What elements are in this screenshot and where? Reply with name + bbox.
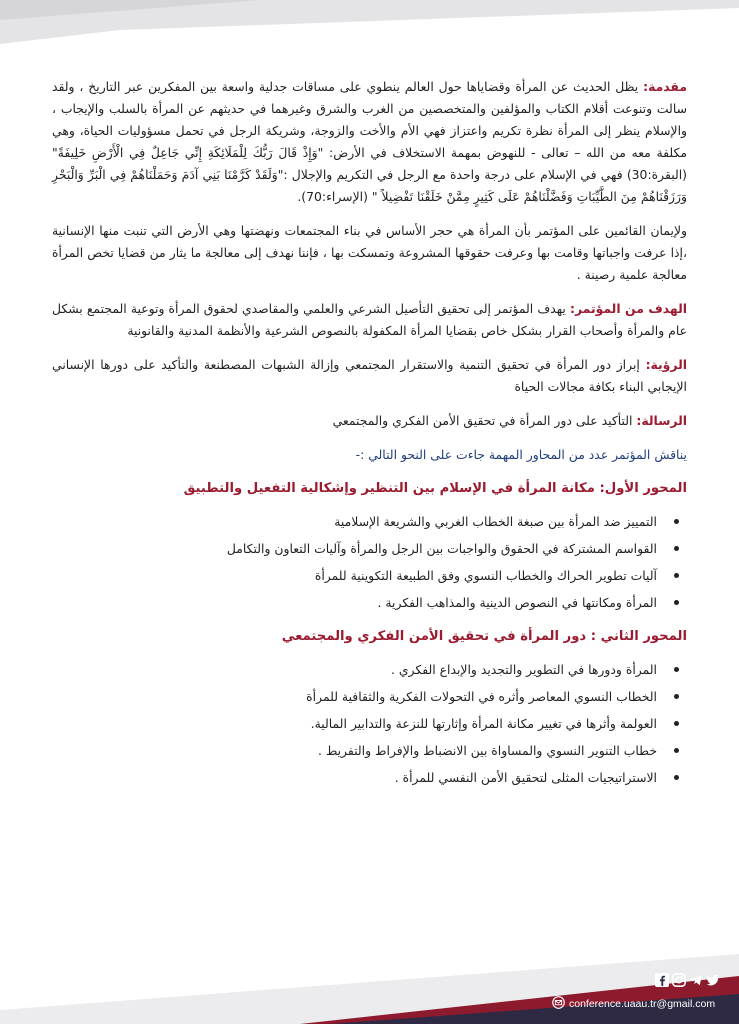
list-item: الاستراتيجيات المثلى لتحقيق الأمن النفسي للمرأة .	[52, 764, 657, 791]
axis2-list	[52, 656, 687, 791]
list-item: المرأة ودورها في التطوير والتجديد والإبداع الفكري .	[52, 656, 657, 683]
goal-paragraph	[52, 298, 687, 342]
list-item: آليات تطوير الحراك والخطاب النسوي وفق الطبيعة التكوينية للمرأة	[52, 562, 657, 589]
envelope-icon	[552, 994, 565, 1013]
mission-paragraph	[52, 410, 687, 432]
document-body	[52, 76, 687, 801]
intro-text: يظل الحديث عن المرأة وقضاياها حول العالم ينطوي على مساقات جدلية واسعة بين المفكرين عبر التاريخ ، ولقد سالت وتنوعت أقلام الكتاب والمؤلفين والمتخصصين من الغرب والشرق وغيرهما في حديثهم عن المرأة بالسلب والإيجاب ، والإسلام ينظر إلى المرأة نظرة تكريم واعتزاز فهي الأم والأخت والزوجة، وشريكة الرجل في تحمل مسؤوليات الحياة، وهي مكلفة معه من الله – تعالى - للنهوض بمهمة الاستخلاف في الأرض: "وَإِذْ قَالَ رَبُّكَ لِلْمَلَائِكَةِ إِنِّي جَاعِلٌ فِي الْأَرْضِ خَلِيفَةً" (البقرة:30) فهي في الإسلام على درجة واحدة مع الرجل في التكريم والإجلال :"وَلَقَدْ كَرَّمْنَا بَنِي آدَمَ وَحَمَلْنَاهُمْ فِي الْبَرِّ وَالْبَحْرِ وَرَزَقْنَاهُمْ مِنَ الطَّيِّبَاتِ وَفَضَّلْنَاهُمْ عَلَى كَثِيرٍ مِمَّنْ خَلَقْنَا تَفْضِيلاً " (الإسراء:70).	[52, 79, 687, 204]
list-item: خطاب التنوير النسوي والمساواة بين الانضباط والإفراط والتفريط .	[52, 737, 657, 764]
belief-text: ولإيمان القائمين على المؤتمر بأن المرأة هي حجر الأساس في بناء المجتمعات ونهضتها وهي الأرض التي تنبت منها الإنسانية ،إذا عرفت واجباتها وقامت بها وعرفت حقوقها المشروعة وتمسكت بها ، فإننا نهدف إلى معالجة ما يثار من قضايا تخص المرأة معالجة علمية رصينة .	[52, 223, 687, 282]
axis2-title: المحور الثاني : دور المرأة في تحقيق الأمن الفكري والمجتمعي	[281, 629, 687, 644]
belief-paragraph	[52, 220, 687, 286]
social-icons	[655, 972, 720, 986]
intro-label: مقدمة:	[643, 79, 687, 94]
mission-text: التأكيد على دور المرأة في تحقيق الأمن الفكري والمجتمعي	[332, 413, 637, 428]
footer-email[interactable]: conference.uaau.tr@gmail.com	[569, 997, 716, 1010]
axes-intro: يناقش المؤتمر عدد من المحاور المهمة جاءت على النحو التالي :-	[355, 447, 687, 462]
vision-paragraph	[52, 354, 687, 398]
axis1-title: المحور الأول: مكانة المرأة في الإسلام بين التنظير وإشكالية التفعيل والتطبيق	[183, 481, 687, 496]
list-item: التمييز ضد المرأة بين صبغة الخطاب الغربي والشريعة الإسلامية	[52, 508, 657, 535]
list-item: المرأة ومكانتها في النصوص الدينية والمذاهب الفكرية .	[52, 589, 657, 616]
vision-label: الرؤية:	[645, 357, 687, 372]
mission-label: الرسالة:	[636, 413, 687, 428]
list-item: القواسم المشتركة في الحقوق والواجبات بين الرجل والمرأة وآليات التعاون والتكامل	[52, 535, 657, 562]
top-decor-band	[0, 0, 739, 60]
vision-text: إبراز دور المرأة في تحقيق التنمية والاستقرار المجتمعي وإزالة الشبهات المصطنعة والتأكيد على دورها الإنساني الإيجابي البناء بكافة مجالات الحياة	[52, 357, 687, 394]
footer-email-row	[552, 994, 715, 1013]
goal-text: يهدف المؤتمر إلى تحقيق التأصيل الشرعي والعلمي والمقاصدي لحقوق المرأة وتوعية المجتمع بشكل عام والمرأة وأصحاب القرار بشكل خاص بقضايا المرأة المكفولة بالنصوص الشرعية والأنظمة المدنية والقانونية	[52, 301, 687, 338]
goal-label: الهدف من المؤتمر:	[569, 301, 687, 316]
axis1-list	[52, 508, 687, 616]
facebook-icon[interactable]	[655, 972, 669, 986]
list-item: الخطاب النسوي المعاصر وأثره في التحولات الفكرية والثقافية للمرأة	[52, 683, 657, 710]
twitter-icon[interactable]	[706, 972, 720, 986]
telegram-icon[interactable]	[689, 972, 703, 986]
list-item: العولمة وأثرها في تغيير مكانة المرأة وإثارتها للنزعة والتدابير المالية.	[52, 710, 657, 737]
intro-paragraph	[52, 76, 687, 208]
instagram-icon[interactable]	[672, 972, 686, 986]
